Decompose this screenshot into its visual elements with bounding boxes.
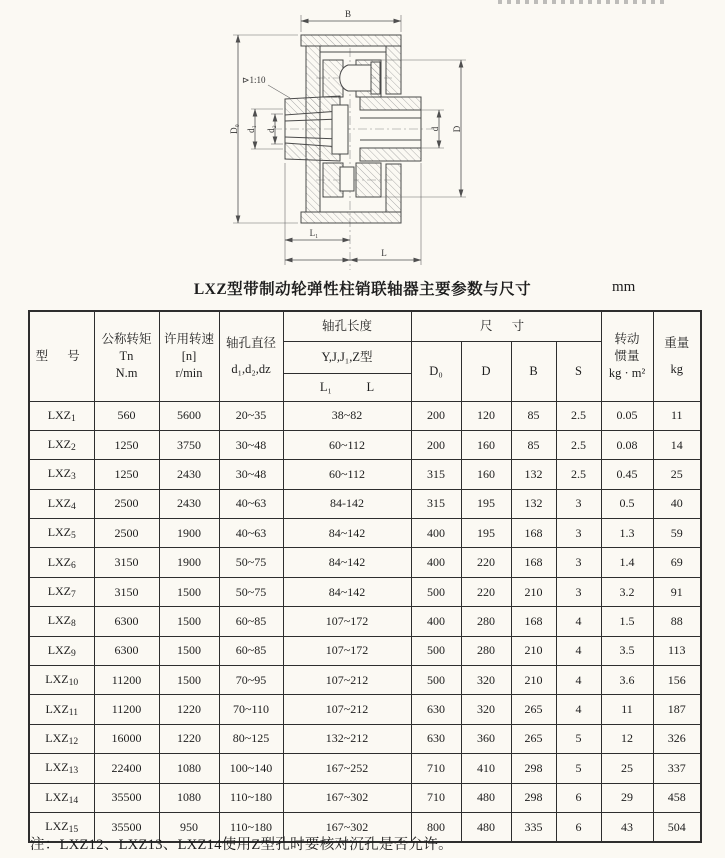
value-cell: 11200 [94, 666, 159, 695]
value-cell: 3 [556, 577, 601, 606]
value-cell: 265 [511, 695, 556, 724]
value-cell: 1500 [159, 636, 219, 665]
value-cell: 60~85 [219, 607, 283, 636]
value-cell: 710 [411, 754, 461, 783]
value-cell: 337 [653, 754, 701, 783]
value-cell: 107~212 [283, 666, 411, 695]
value-cell: 80~125 [219, 724, 283, 753]
coupling-drawing-svg [228, 2, 536, 274]
value-cell: 480 [461, 812, 511, 842]
dim-D0 [229, 35, 298, 223]
value-cell: 43 [601, 812, 653, 842]
value-cell: 110~180 [219, 812, 283, 842]
col-header-bore-types: Y,J,J₁,Z型 [283, 341, 411, 373]
dim-label-d2: d₂ [266, 125, 276, 133]
value-cell: 3.2 [601, 577, 653, 606]
value-cell: 630 [411, 695, 461, 724]
value-cell: 16000 [94, 724, 159, 753]
value-cell: 38~82 [283, 401, 411, 430]
value-cell: 1500 [159, 666, 219, 695]
value-cell: 315 [411, 460, 461, 489]
table-header [29, 311, 701, 401]
table-row [29, 783, 701, 812]
value-cell: 500 [411, 636, 461, 665]
value-cell: 200 [411, 401, 461, 430]
value-cell: 107~172 [283, 607, 411, 636]
value-cell: 195 [461, 519, 511, 548]
value-cell: 320 [461, 666, 511, 695]
value-cell: 2.5 [556, 460, 601, 489]
value-cell: 3750 [159, 430, 219, 459]
bore-dia-line1: 轴孔直径 [225, 335, 276, 350]
value-cell: 60~112 [283, 430, 411, 459]
value-cell: 50~75 [219, 548, 283, 577]
value-cell: 14 [653, 430, 701, 459]
dim-label-L1: L₁ [309, 228, 319, 238]
model-cell: LXZ13 [29, 754, 94, 783]
value-cell: 5600 [159, 401, 219, 430]
speed-line2: [n] [181, 348, 197, 363]
value-cell: 4 [556, 636, 601, 665]
value-cell: 1.4 [601, 548, 653, 577]
value-cell: 30~48 [219, 460, 283, 489]
model-cell: LXZ1 [29, 401, 94, 430]
value-cell: 160 [461, 430, 511, 459]
value-cell: 35500 [94, 783, 159, 812]
value-cell: 3 [556, 548, 601, 577]
value-cell: 400 [411, 607, 461, 636]
footnote: 注：LXZ12、LXZ13、LXZ14使用Z型孔时要核对沉孔是否允许。 [30, 837, 453, 853]
value-cell: 84~142 [283, 519, 411, 548]
value-cell: 11200 [94, 695, 159, 724]
value-cell: 320 [461, 695, 511, 724]
value-cell: 3.6 [601, 666, 653, 695]
value-cell: 3 [556, 519, 601, 548]
value-cell: 5 [556, 724, 601, 753]
bore-dia-line2: d₁,d₂,dz [231, 361, 271, 376]
value-cell: 1900 [159, 519, 219, 548]
value-cell: 800 [411, 812, 461, 842]
inertia-line2: 惯量 [614, 348, 640, 363]
value-cell: 6 [556, 783, 601, 812]
value-cell: 480 [461, 783, 511, 812]
value-cell: 110~180 [219, 783, 283, 812]
value-cell: 0.5 [601, 489, 653, 518]
value-cell: 2500 [94, 519, 159, 548]
torque-line2: N.m [115, 365, 138, 380]
torque-line1: 公称转矩Tn [101, 331, 152, 363]
value-cell: 84~142 [283, 577, 411, 606]
parameter-table [28, 310, 702, 843]
value-cell: 40~63 [219, 489, 283, 518]
model-cell: LXZ6 [29, 548, 94, 577]
dim-label-D0: D₀ [229, 124, 239, 134]
value-cell: 1500 [159, 577, 219, 606]
table-row [29, 724, 701, 753]
value-cell: 1220 [159, 695, 219, 724]
weight-line1: 重量 [664, 335, 690, 350]
dim-label-d1: d₁ [246, 125, 256, 133]
dim-label-D: D [452, 125, 462, 133]
value-cell: 156 [653, 666, 701, 695]
col-header-D0: D₀ [411, 341, 461, 401]
value-cell: 6300 [94, 607, 159, 636]
model-cell: LXZ7 [29, 577, 94, 606]
value-cell: 59 [653, 519, 701, 548]
value-cell: 265 [511, 724, 556, 753]
value-cell: 298 [511, 783, 556, 812]
value-cell: 132~212 [283, 724, 411, 753]
value-cell: 107~212 [283, 695, 411, 724]
value-cell: 2430 [159, 489, 219, 518]
value-cell: 4 [556, 666, 601, 695]
value-cell: 30~48 [219, 430, 283, 459]
col-header-L1-L [283, 373, 411, 401]
table-row [29, 754, 701, 783]
value-cell: 560 [94, 401, 159, 430]
value-cell: 69 [653, 548, 701, 577]
value-cell: 120 [461, 401, 511, 430]
value-cell: 50~75 [219, 577, 283, 606]
value-cell: 0.08 [601, 430, 653, 459]
value-cell: 326 [653, 724, 701, 753]
taper-label: ⊳1:10 [242, 75, 266, 85]
value-cell: 70~95 [219, 666, 283, 695]
value-cell: 100~140 [219, 754, 283, 783]
value-cell: 298 [511, 754, 556, 783]
value-cell: 107~172 [283, 636, 411, 665]
dims-label: 尺 寸 [479, 318, 533, 333]
table-row [29, 460, 701, 489]
col-header-model-label: 型 号 [35, 348, 88, 363]
value-cell: 3 [556, 489, 601, 518]
model-cell: LXZ3 [29, 460, 94, 489]
value-cell: 5 [556, 754, 601, 783]
value-cell: 1500 [159, 607, 219, 636]
value-cell: 400 [411, 519, 461, 548]
coupling-section-drawing [228, 2, 536, 274]
value-cell: 2.5 [556, 430, 601, 459]
model-cell: LXZ14 [29, 783, 94, 812]
value-cell: 950 [159, 812, 219, 842]
value-cell: 11 [653, 401, 701, 430]
value-cell: 1080 [159, 754, 219, 783]
value-cell: 1250 [94, 460, 159, 489]
value-cell: 1080 [159, 783, 219, 812]
col-header-bore-length: 轴孔长度 [283, 311, 411, 341]
dim-label-d: d [430, 126, 440, 132]
value-cell: 3.5 [601, 636, 653, 665]
value-cell: 11 [601, 695, 653, 724]
table-row [29, 666, 701, 695]
value-cell: 710 [411, 783, 461, 812]
value-cell: 500 [411, 666, 461, 695]
dim-label-B: B [344, 9, 352, 19]
value-cell: 84-142 [283, 489, 411, 518]
value-cell: 504 [653, 812, 701, 842]
col-header-model [29, 311, 94, 401]
value-cell: 210 [511, 577, 556, 606]
model-cell: LXZ8 [29, 607, 94, 636]
value-cell: 91 [653, 577, 701, 606]
page-title: LXZ型带制动轮弹性柱销联轴器主要参数与尺寸 [193, 281, 532, 298]
value-cell: 70~110 [219, 695, 283, 724]
L-label: L [366, 379, 375, 394]
value-cell: 3150 [94, 548, 159, 577]
value-cell: 168 [511, 607, 556, 636]
value-cell: 2.5 [556, 401, 601, 430]
value-cell: 25 [653, 460, 701, 489]
value-cell: 6300 [94, 636, 159, 665]
value-cell: 40~63 [219, 519, 283, 548]
dim-label-L: L [381, 248, 387, 258]
speed-line3: r/min [175, 365, 203, 380]
value-cell: 458 [653, 783, 701, 812]
value-cell: 1220 [159, 724, 219, 753]
value-cell: 1250 [94, 430, 159, 459]
value-cell: 113 [653, 636, 701, 665]
col-header-D: D [461, 341, 511, 401]
value-cell: 210 [511, 666, 556, 695]
col-header-S: S [556, 341, 601, 401]
col-header-B: B [511, 341, 556, 401]
value-cell: 410 [461, 754, 511, 783]
model-cell: LXZ12 [29, 724, 94, 753]
model-cell: LXZ5 [29, 519, 94, 548]
col-header-inertia [601, 311, 653, 401]
model-cell: LXZ2 [29, 430, 94, 459]
value-cell: 2430 [159, 460, 219, 489]
L1-label: L₁ [319, 379, 332, 394]
value-cell: 167~302 [283, 812, 411, 842]
model-cell: LXZ9 [29, 636, 94, 665]
value-cell: 132 [511, 460, 556, 489]
value-cell: 1.5 [601, 607, 653, 636]
table-row [29, 607, 701, 636]
table-row [29, 695, 701, 724]
value-cell: 280 [461, 607, 511, 636]
value-cell: 160 [461, 460, 511, 489]
value-cell: 280 [461, 636, 511, 665]
value-cell: 20~35 [219, 401, 283, 430]
table-row [29, 430, 701, 459]
value-cell: 1.3 [601, 519, 653, 548]
table-body [29, 401, 701, 842]
inertia-line1: 转动 [614, 331, 640, 346]
col-header-weight [653, 311, 701, 401]
value-cell: 0.05 [601, 401, 653, 430]
unit-label: mm [612, 279, 636, 295]
value-cell: 1900 [159, 548, 219, 577]
model-cell: LXZ10 [29, 666, 94, 695]
value-cell: 210 [511, 636, 556, 665]
value-cell: 84~142 [283, 548, 411, 577]
weight-line2: kg [670, 361, 684, 376]
value-cell: 220 [461, 577, 511, 606]
value-cell: 3150 [94, 577, 159, 606]
value-cell: 315 [411, 489, 461, 518]
table-row [29, 548, 701, 577]
value-cell: 167~252 [283, 754, 411, 783]
value-cell: 60~85 [219, 636, 283, 665]
value-cell: 132 [511, 489, 556, 518]
value-cell: 4 [556, 607, 601, 636]
dim-B [301, 9, 401, 32]
value-cell: 85 [511, 401, 556, 430]
table-row [29, 519, 701, 548]
col-header-speed [159, 311, 219, 401]
value-cell: 168 [511, 548, 556, 577]
value-cell: 0.45 [601, 460, 653, 489]
value-cell: 195 [461, 489, 511, 518]
value-cell: 22400 [94, 754, 159, 783]
dim-d [421, 110, 444, 148]
value-cell: 88 [653, 607, 701, 636]
value-cell: 220 [461, 548, 511, 577]
model-cell: LXZ4 [29, 489, 94, 518]
table-row [29, 489, 701, 518]
value-cell: 35500 [94, 812, 159, 842]
value-cell: 6 [556, 812, 601, 842]
value-cell: 335 [511, 812, 556, 842]
value-cell: 29 [601, 783, 653, 812]
value-cell: 85 [511, 430, 556, 459]
col-header-bore-dia [219, 311, 283, 401]
value-cell: 400 [411, 548, 461, 577]
value-cell: 4 [556, 695, 601, 724]
value-cell: 25 [601, 754, 653, 783]
value-cell: 630 [411, 724, 461, 753]
value-cell: 12 [601, 724, 653, 753]
table-row [29, 636, 701, 665]
col-header-torque [94, 311, 159, 401]
value-cell: 360 [461, 724, 511, 753]
value-cell: 167~302 [283, 783, 411, 812]
table-row [29, 401, 701, 430]
value-cell: 187 [653, 695, 701, 724]
value-cell: 500 [411, 577, 461, 606]
inertia-line3: kg · m² [608, 365, 646, 380]
model-cell: LXZ11 [29, 695, 94, 724]
value-cell: 200 [411, 430, 461, 459]
model-cell: LXZ15 [29, 812, 94, 842]
brake-drum-section [301, 35, 401, 223]
value-cell: 168 [511, 519, 556, 548]
table-row [29, 577, 701, 606]
value-cell: 40 [653, 489, 701, 518]
speed-line1: 许用转速 [163, 331, 214, 346]
value-cell: 2500 [94, 489, 159, 518]
col-header-dimensions [411, 311, 601, 341]
value-cell: 60~112 [283, 460, 411, 489]
taper-annotation [242, 75, 290, 98]
